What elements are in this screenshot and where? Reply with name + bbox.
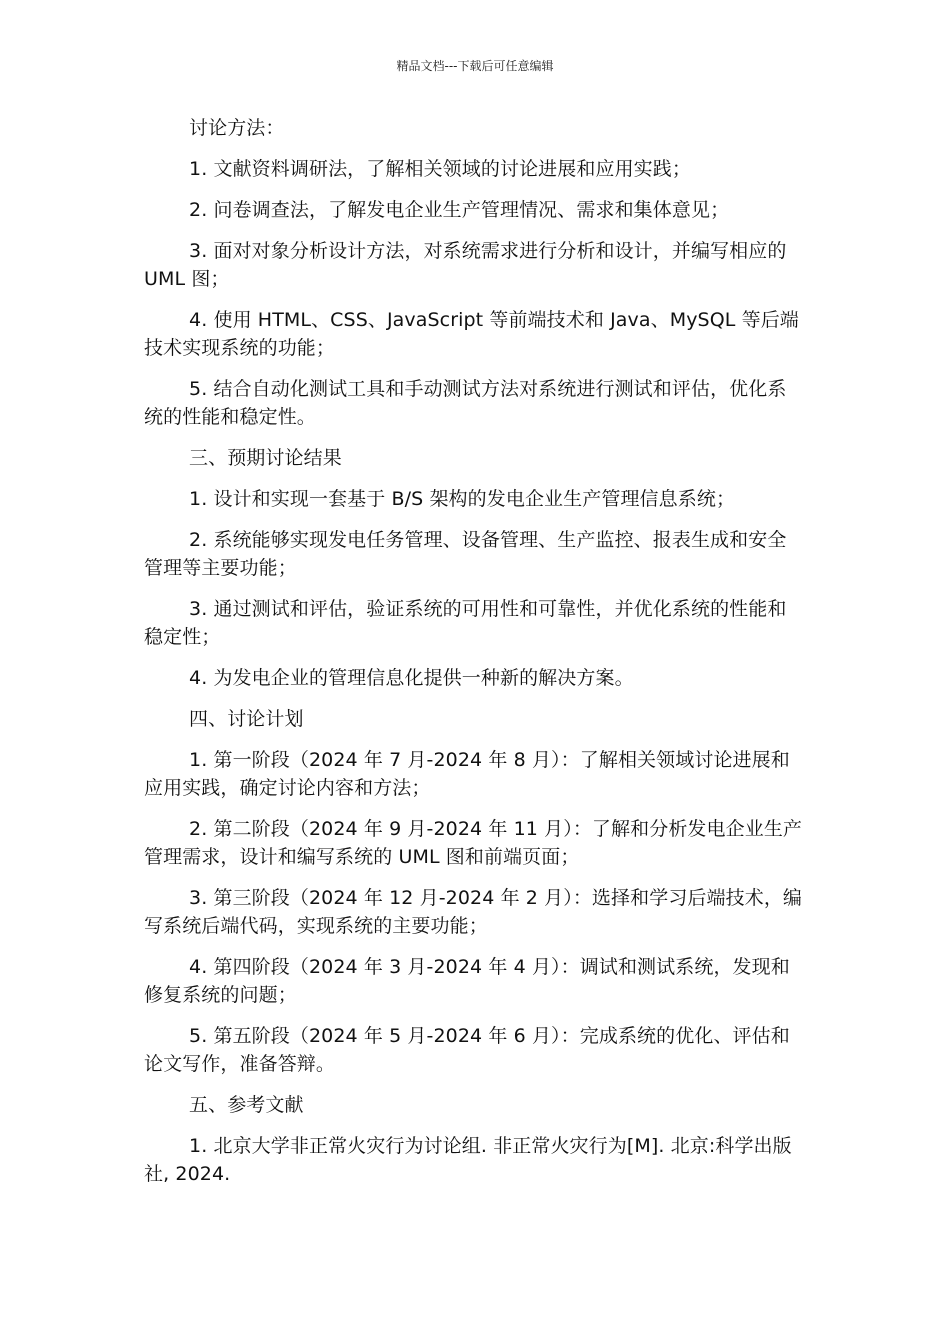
section-heading-plan: 四、讨论计划 (189, 708, 304, 730)
section-heading-references: 五、参考文献 (189, 1094, 304, 1116)
paragraph-method-2: 2. 问卷调查法，了解发电企业生产管理情况、需求和集体意见； (189, 199, 730, 221)
paragraph-reference-1: 1. 北京大学非正常火灾行为讨论组. 非正常火灾行为[M]. 北京:科学出版社, 2024. (144, 1135, 792, 1185)
paragraph-plan-5: 5. 第五阶段（2024 年 5 月-2024 年 6 月）：完成系统的优化、评估和论文写作，准备答辩。 (144, 1025, 790, 1075)
paragraph-plan-1: 1. 第一阶段（2024 年 7 月-2024 年 8 月）：了解相关领域讨论进展和应用实践，确定讨论内容和方法； (144, 749, 790, 799)
paragraph-methods-heading: 讨论方法： (189, 117, 285, 139)
paragraph-method-5: 5. 结合自动化测试工具和手动测试方法对系统进行测试和评估，优化系统的性能和稳定性。 (144, 378, 787, 428)
paragraph-result-2: 2. 系统能够实现发电任务管理、设备管理、生产监控、报表生成和安全管理等主要功能； (144, 529, 787, 579)
paragraph-method-4: 4. 使用 HTML、CSS、JavaScript 等前端技术和 Java、MySQL 等后端技术实现系统的功能； (144, 309, 799, 359)
page-header: 精品文档---下载后可任意编辑 (396, 59, 554, 73)
paragraph-result-1: 1. 设计和实现一套基于 B/S 架构的发电企业生产管理信息系统； (189, 488, 736, 510)
paragraph-result-4: 4. 为发电企业的管理信息化提供一种新的解决方案。 (189, 667, 634, 689)
section-heading-expected-results: 三、预期讨论结果 (189, 447, 342, 469)
paragraph-plan-3: 3. 第三阶段（2024 年 12 月-2024 年 2 月）：选择和学习后端技术，编写系统后端代码，实现系统的主要功能； (144, 887, 803, 937)
paragraph-method-3: 3. 面对对象分析设计方法，对系统需求进行分析和设计，并编写相应的 UML 图； (144, 240, 787, 290)
paragraph-plan-4: 4. 第四阶段（2024 年 3 月-2024 年 4 月）：调试和测试系统，发现和修复系统的问题； (144, 956, 790, 1006)
paragraph-result-3: 3. 通过测试和评估，验证系统的可用性和可靠性，并优化系统的性能和稳定性； (144, 598, 787, 648)
document-body (144, 114, 804, 1201)
paragraph-plan-2: 2. 第二阶段（2024 年 9 月-2024 年 11 月）：了解和分析发电企业生产管理需求，设计和编写系统的 UML 图和前端页面； (144, 818, 803, 868)
paragraph-method-1: 1. 文献资料调研法，了解相关领域的讨论进展和应用实践； (189, 158, 691, 180)
